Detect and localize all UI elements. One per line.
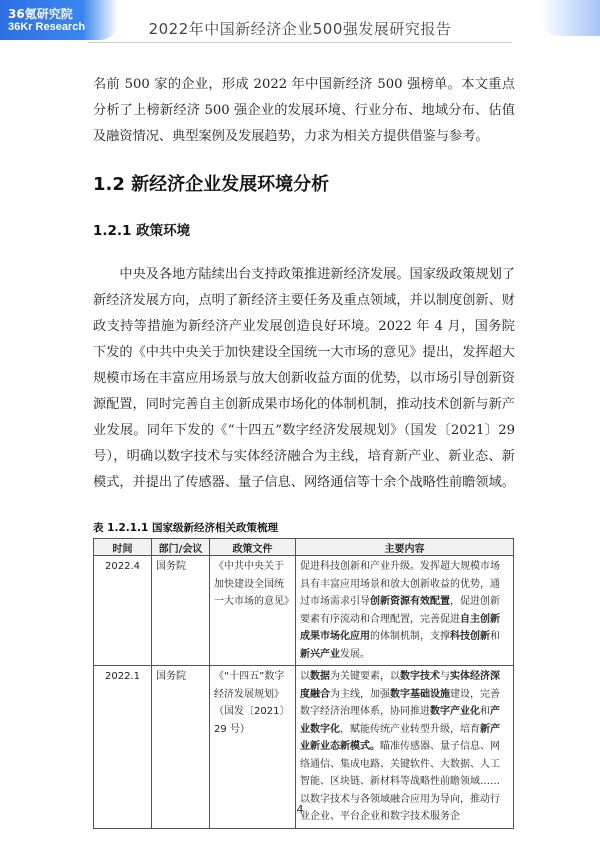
emphasis-text: 新兴产业 bbox=[300, 648, 340, 660]
content-text: 和 bbox=[480, 706, 490, 717]
table-row bbox=[94, 556, 514, 666]
header-divider bbox=[88, 42, 512, 43]
logo-name-cn: 36氪研究院 bbox=[8, 7, 73, 21]
content-text: 建设，完善数字经济治理体系，协同推进 bbox=[300, 688, 500, 717]
content-text: 为主线，加强 bbox=[330, 688, 390, 700]
logo-name-en: 36Kr Research bbox=[8, 21, 86, 33]
cell-dept: 国务院 bbox=[152, 556, 210, 666]
emphasis-text: 新产业新业态新模式。 bbox=[300, 723, 500, 752]
subsection-heading: 1.2.1 政策环境 bbox=[93, 223, 191, 239]
content-text: ，促进创新要素有序流动和合理配置，完善促进 bbox=[300, 596, 500, 625]
header-dept: 部门/会议 bbox=[152, 539, 210, 556]
content-text: 发展。 bbox=[340, 648, 370, 660]
content-text: 的体制机制，支撑 bbox=[370, 631, 450, 642]
page-number: 4 bbox=[296, 803, 304, 816]
content-text: 与 bbox=[440, 671, 450, 682]
table-header-row bbox=[94, 539, 514, 556]
header-time: 时间 bbox=[94, 539, 152, 556]
content-text: 为关键要素，以 bbox=[330, 671, 400, 682]
emphasis-text: 创新资源有效配置 bbox=[370, 596, 450, 607]
cell-time: 2022.4 bbox=[94, 556, 152, 666]
policy-paragraph: 中央及各地方陆续出台支持政策推进新经济发展。国家级政策规划了新经济发展方向，点明了新经济主要任务及重点领域，并以制度创新、财政支持等措施为新经济产业发展创造良好环境。2022 年 4 月，国务院下发的《中共中央关于加快建设全国统一大市场的意见》提出，发挥超大规模市场在丰富应用场景与放大创新收益方面的优势，以市场引导创新资源配置，同时完善自主创新成果市场化的体制机制，推动技术创新与新产业发展。同年下发的《“十四五”数字经济发展规划》（国发〔2021〕29 号），明确以数字技术与实体经济融合为主线，培育新产业、新业态、新模式，并提出了传感器、量子信息、网络通信等十余个战略性前瞻领域。 bbox=[93, 267, 516, 490]
emphasis-text: 数字技术 bbox=[400, 671, 440, 682]
cell-doc: 《中共中央关于加快建设全国统一大市场的意见》 bbox=[210, 556, 296, 666]
emphasis-text: 实体经济深度融合 bbox=[300, 671, 500, 700]
cell-main bbox=[296, 556, 514, 666]
content-text: ，赋能传统产业转型升级，培育 bbox=[340, 723, 480, 735]
table-caption: 表 1.2.1.1 国家级新经济相关政策梳理 bbox=[93, 522, 279, 534]
content-text: 和 bbox=[490, 631, 500, 642]
content-text: 瞄准传感器、量子信息、网络通信、集成电路、关键软件、大数据、人工智能、区块链、新材料等战略性前瞻领域……以数字技术与各领域融合应用为导向，推动行业企业、平台企业和数字技术服务企 bbox=[300, 741, 500, 822]
content-text: 以 bbox=[300, 671, 310, 682]
content-text: 促进科技创新和产业升级。发挥超大规模市场具有丰富应用场景和放大创新收益的优势，通过市场需求引导 bbox=[300, 561, 500, 607]
section-heading: 1.2 新经济企业发展环境分析 bbox=[93, 174, 330, 195]
cell-doc: 《“十四五”数字经济发展规划》（国发〔2021〕29 号） bbox=[210, 666, 296, 829]
cell-dept: 国务院 bbox=[152, 666, 210, 829]
emphasis-text: 数据 bbox=[310, 671, 330, 682]
report-title: 2022年中国新经济企业500强发展研究报告 bbox=[148, 20, 452, 38]
header-doc: 政策文件 bbox=[210, 539, 296, 556]
emphasis-text: 自主创新成果市场化应用 bbox=[300, 613, 500, 642]
emphasis-text: 科技创新 bbox=[450, 631, 490, 642]
cell-time: 2022.1 bbox=[94, 666, 152, 829]
policy-table bbox=[93, 538, 514, 829]
header-main: 主要内容 bbox=[296, 539, 514, 556]
emphasis-text: 产业数字化 bbox=[300, 706, 500, 735]
emphasis-text: 数字产业化 bbox=[430, 706, 480, 717]
intro-paragraph: 名前 500 家的企业，形成 2022 年中国新经济 500 强榜单。本文重点分析了上榜新经济 500 强企业的发展环境、行业分布、地域分布、估值及融资情况、典型案例及发展趋势，力求为相关方提供借鉴与参考。 bbox=[93, 77, 515, 144]
emphasis-text: 数字基础设施 bbox=[390, 688, 450, 700]
